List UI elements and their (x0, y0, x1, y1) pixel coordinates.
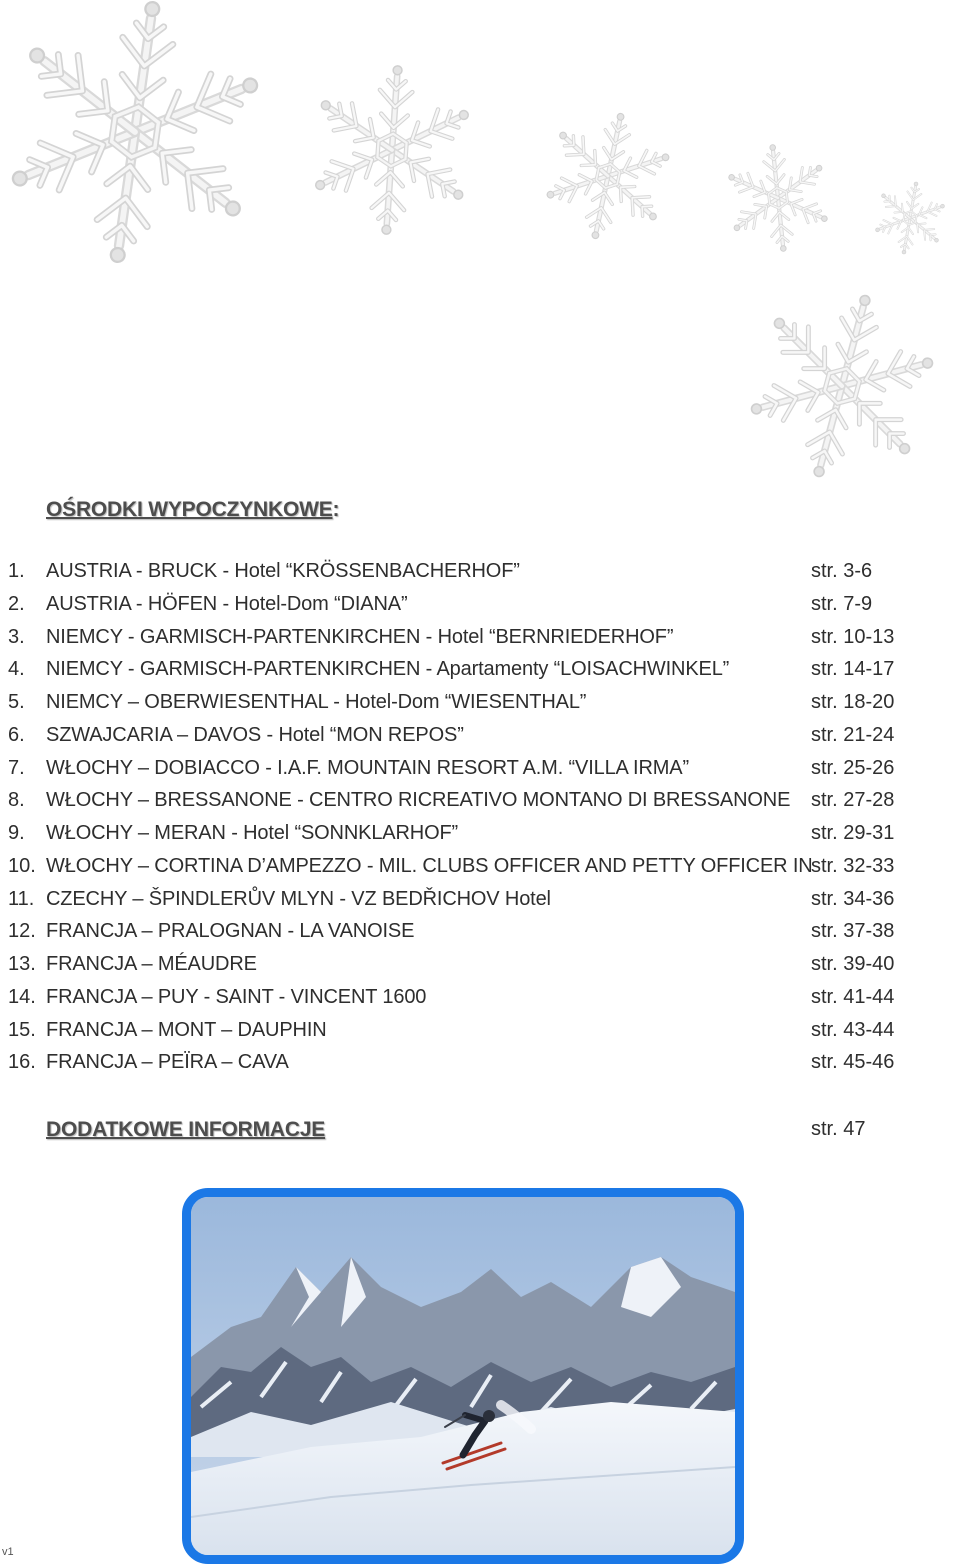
toc-title: FRANCJA – PUY - SAINT - VINCENT 1600 (46, 985, 427, 1008)
snowflake-icon (721, 139, 835, 256)
toc-number: 4. (8, 658, 25, 681)
toc-page: str. 18-20 (811, 691, 895, 713)
toc-number: 7. (8, 756, 25, 779)
toc-number: 2. (8, 592, 25, 615)
table-of-contents (0, 555, 960, 1079)
snowflake-icon (731, 272, 953, 499)
toc-page: str. 39-40 (811, 953, 895, 975)
toc-number: 14. (8, 985, 36, 1008)
toc-number: 5. (8, 691, 25, 713)
toc-number: 16. (8, 1051, 36, 1074)
toc-number: 3. (8, 625, 25, 648)
toc-entry[interactable] (0, 653, 960, 686)
toc-title: CZECHY – ŠPINDLERŮV MLYN - VZ BEDŘICHOV Hotel (46, 887, 551, 910)
version-tag: v1 (2, 1546, 14, 1558)
snowflake-icon (305, 60, 479, 240)
toc-entry[interactable] (0, 817, 960, 850)
toc-page: str. 21-24 (811, 723, 895, 746)
toc-page: str. 41-44 (811, 985, 895, 1008)
toc-title: NIEMCY - GARMISCH-PARTENKIRCHEN - Apartamenty “LOISACHWINKEL” (46, 658, 730, 681)
toc-page: str. 32-33 (811, 854, 895, 877)
toc-entry[interactable] (0, 752, 960, 785)
extra-info-page: str. 47 (811, 1118, 866, 1140)
section-heading-colon: : (332, 498, 340, 521)
toc-entry[interactable] (0, 555, 960, 588)
toc-entry[interactable] (0, 915, 960, 948)
toc-number: 12. (8, 920, 36, 943)
toc-entry[interactable] (0, 588, 960, 621)
toc-title: WŁOCHY – BRESSANONE - CENTRO RICREATIVO MONTANO DI BRESSANONE (46, 789, 791, 812)
toc-title: AUSTRIA - BRUCK - Hotel “KRÖSSENBACHERHOF” (46, 560, 520, 582)
toc-entry[interactable] (0, 621, 960, 654)
toc-title: AUSTRIA - HÖFEN - Hotel-Dom “DIANA” (46, 592, 408, 615)
toc-page: str. 34-36 (811, 887, 895, 910)
mountain-ski-photo (191, 1197, 735, 1555)
toc-number: 1. (8, 560, 25, 582)
toc-entry[interactable] (0, 1014, 960, 1047)
toc-number: 13. (8, 953, 36, 975)
toc-page: str. 10-13 (811, 625, 895, 648)
toc-title: FRANCJA – PEÏRA – CAVA (46, 1051, 289, 1074)
toc-page: str. 3-6 (811, 560, 873, 582)
toc-number: 6. (8, 723, 25, 746)
toc-number: 8. (8, 789, 25, 812)
toc-page: str. 45-46 (811, 1051, 895, 1074)
toc-entry[interactable] (0, 981, 960, 1014)
section-heading (46, 498, 339, 522)
snowflake-icon (535, 101, 682, 251)
toc-title: FRANCJA – MONT – DAUPHIN (46, 1018, 327, 1041)
toc-page: str. 37-38 (811, 920, 895, 943)
toc-title: FRANCJA – PRALOGNAN - LA VANOISE (46, 920, 415, 943)
toc-entry[interactable] (0, 1046, 960, 1079)
toc-title: FRANCJA – MÉAUDRE (46, 953, 257, 975)
toc-title: WŁOCHY – DOBIACCO - I.A.F. MOUNTAIN RESORT A.M. “VILLA IRMA” (46, 756, 689, 779)
toc-number: 10. (8, 854, 36, 877)
toc-entry[interactable] (0, 686, 960, 719)
toc-title: SZWAJCARIA – DAVOS - Hotel “MON REPOS” (46, 723, 464, 746)
snowflake-icon (869, 176, 951, 260)
toc-page: str. 27-28 (811, 789, 895, 812)
toc-number: 11. (8, 887, 35, 910)
toc-entry[interactable] (0, 883, 960, 916)
toc-page: str. 14-17 (811, 658, 895, 681)
toc-number: 9. (8, 822, 25, 844)
toc-page: str. 25-26 (811, 756, 895, 779)
section-heading-text: OŚRODKI WYPOCZYNKOWE (46, 498, 333, 521)
ski-photo-frame (182, 1188, 744, 1564)
toc-page: str. 29-31 (811, 822, 895, 844)
toc-page: str. 7-9 (811, 592, 873, 615)
toc-number: 15. (8, 1018, 36, 1041)
toc-entry[interactable] (0, 784, 960, 817)
toc-title: NIEMCY - GARMISCH-PARTENKIRCHEN - Hotel “BERNRIEDERHOF” (46, 625, 674, 648)
extra-info-heading[interactable]: DODATKOWE INFORMACJE (46, 1118, 326, 1141)
toc-entry[interactable] (0, 850, 960, 883)
toc-entry[interactable] (0, 719, 960, 752)
toc-entry[interactable] (0, 948, 960, 981)
toc-title: WŁOCHY – CORTINA D’AMPEZZO - MIL. CLUBS OFFICER AND PETTY OFFICER IN (46, 854, 813, 877)
snowflake-icon (0, 0, 278, 279)
toc-page: str. 43-44 (811, 1018, 895, 1041)
snowflake-decoration (0, 0, 960, 500)
toc-title: WŁOCHY – MERAN - Hotel “SONNKLARHOF” (46, 822, 459, 844)
toc-title: NIEMCY – OBERWIESENTHAL - Hotel-Dom “WIESENTHAL” (46, 691, 587, 713)
